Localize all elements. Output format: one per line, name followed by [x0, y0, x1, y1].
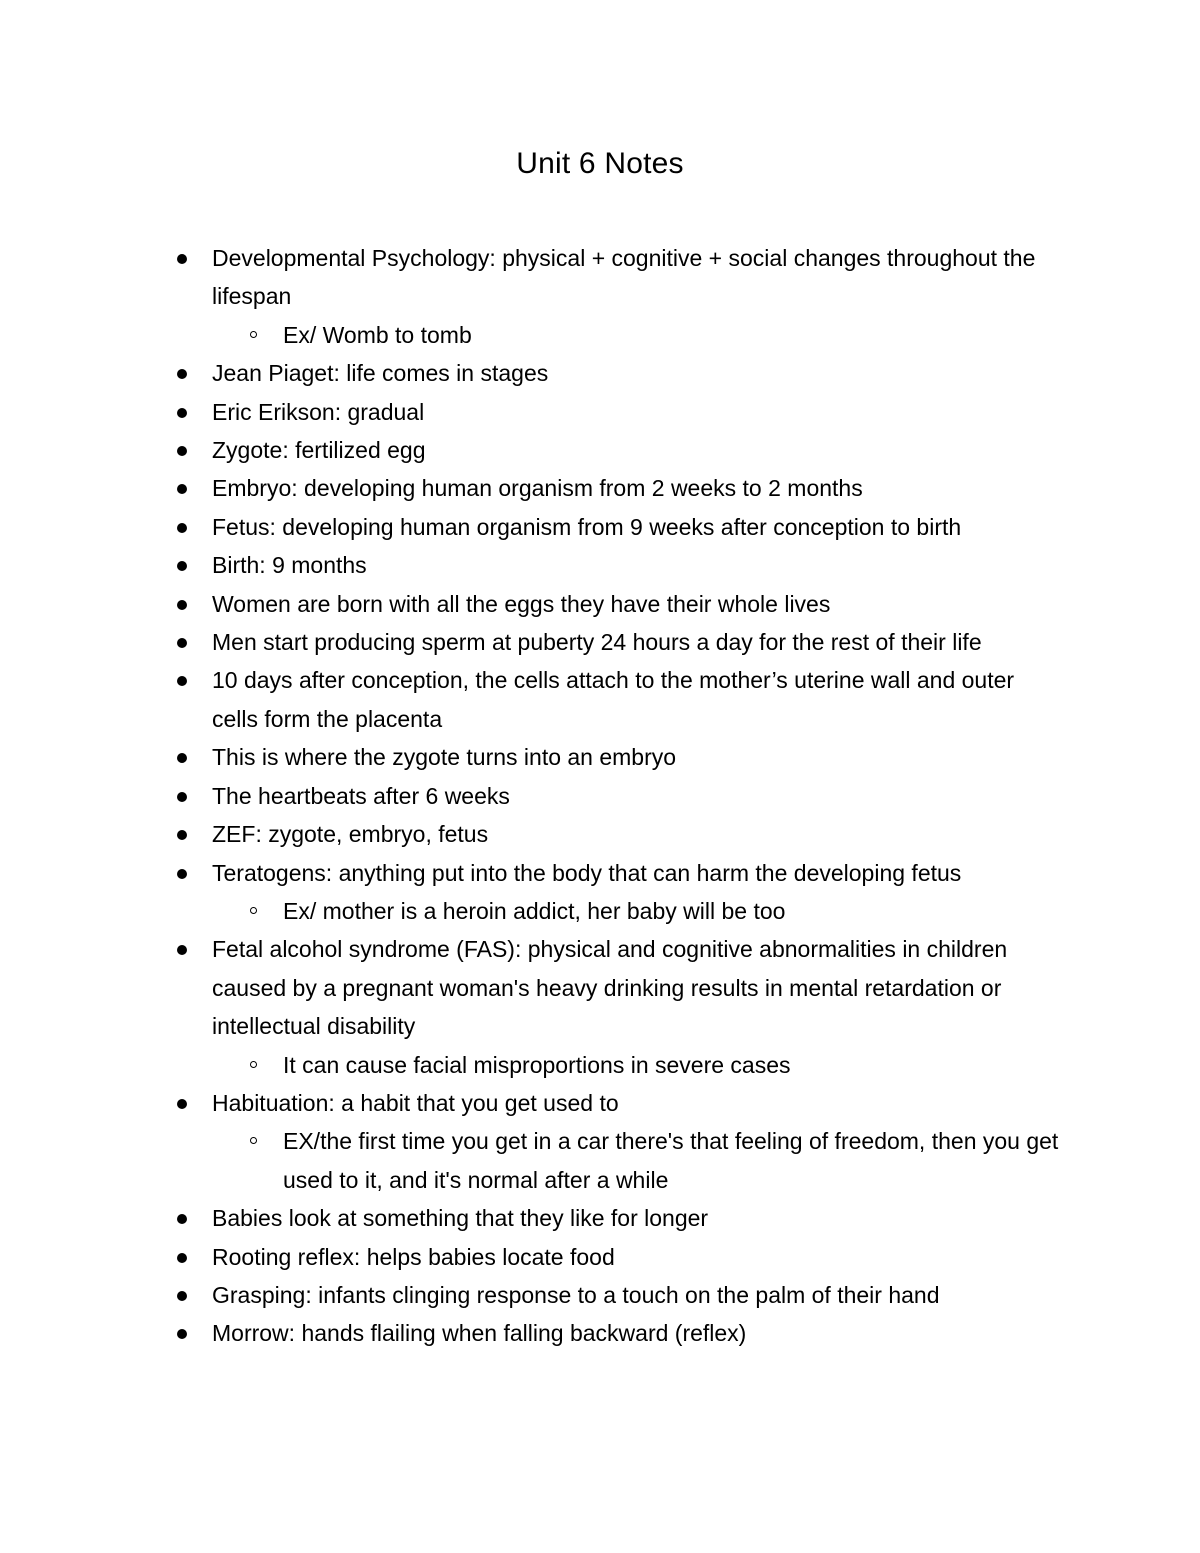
list-item	[0, 777, 1200, 815]
solid-bullet-icon	[177, 523, 187, 533]
solid-bullet-icon	[177, 1291, 187, 1301]
list-item-text: 10 days after conception, the cells attach to the mother’s uterine wall and outer cells form the placenta	[212, 667, 1015, 732]
list-item	[0, 508, 1200, 546]
list-item	[0, 585, 1200, 623]
solid-bullet-icon	[177, 753, 187, 763]
solid-bullet-icon	[177, 254, 187, 264]
solid-bullet-icon	[177, 830, 187, 840]
solid-bullet-icon	[177, 945, 187, 955]
solid-bullet-icon	[177, 561, 187, 571]
list-item-text: Jean Piaget: life comes in stages	[212, 360, 549, 387]
list-item	[0, 354, 1200, 392]
list-item	[0, 1199, 1200, 1237]
hollow-bullet-icon	[250, 1061, 257, 1068]
sub-list-item	[0, 1046, 1200, 1084]
list-item	[0, 930, 1200, 1045]
list-item-text: Zygote: fertilized egg	[212, 437, 426, 464]
list-item-text: Ex/ Womb to tomb	[283, 321, 472, 348]
list-item	[0, 431, 1200, 469]
solid-bullet-icon	[177, 600, 187, 610]
list-item-text: Fetus: developing human organism from 9 weeks after conception to birth	[212, 513, 962, 540]
list-item-text: Ex/ mother is a heroin addict, her baby will be too	[283, 897, 786, 924]
notes-list	[0, 239, 1200, 1353]
page-title: Unit 6 Notes	[516, 147, 684, 180]
list-item	[0, 546, 1200, 584]
solid-bullet-icon	[177, 1099, 187, 1109]
list-item-text: Developmental Psychology: physical + cognitive + social changes throughout the lifespan	[212, 245, 1036, 310]
sub-list-item	[0, 316, 1200, 354]
list-item	[0, 854, 1200, 892]
sub-list-item	[0, 892, 1200, 930]
list-item	[0, 239, 1200, 316]
solid-bullet-icon	[177, 369, 187, 379]
list-item-text: Women are born with all the eggs they have their whole lives	[212, 590, 831, 617]
solid-bullet-icon	[177, 1329, 187, 1339]
list-item-text: Men start producing sperm at puberty 24 hours a day for the rest of their life	[212, 629, 982, 656]
list-item	[0, 815, 1200, 853]
list-item-text: Grasping: infants clinging response to a touch on the palm of their hand	[212, 1281, 940, 1308]
list-item-text: Habituation: a habit that you get used to	[212, 1089, 619, 1116]
solid-bullet-icon	[177, 792, 187, 802]
list-item-text: Morrow: hands flailing when falling backward (reflex)	[212, 1320, 747, 1347]
list-item	[0, 1276, 1200, 1314]
hollow-bullet-icon	[250, 907, 257, 914]
list-item	[0, 1084, 1200, 1122]
solid-bullet-icon	[177, 1214, 187, 1224]
sub-list-item	[0, 1122, 1200, 1199]
solid-bullet-icon	[177, 676, 187, 686]
list-item-text: Eric Erikson: gradual	[212, 398, 425, 425]
list-item-text: This is where the zygote turns into an embryo	[212, 744, 677, 771]
list-item	[0, 623, 1200, 661]
list-item-text: EX/the first time you get in a car there's that feeling of freedom, then you get used to it, and it's normal after a while	[283, 1128, 1059, 1193]
list-item-text: Birth: 9 months	[212, 552, 367, 579]
hollow-bullet-icon	[250, 1137, 257, 1144]
list-item	[0, 1238, 1200, 1276]
solid-bullet-icon	[177, 446, 187, 456]
solid-bullet-icon	[177, 408, 187, 418]
list-item-text: Fetal alcohol syndrome (FAS): physical and cognitive abnormalities in children caused by a pregnant woman's heavy drinking results in mental retardation or intellectual disability	[212, 936, 1008, 1040]
list-item	[0, 1314, 1200, 1352]
solid-bullet-icon	[177, 484, 187, 494]
solid-bullet-icon	[177, 638, 187, 648]
list-item-text: Embryo: developing human organism from 2 weeks to 2 months	[212, 475, 863, 502]
list-item-text: ZEF: zygote, embryo, fetus	[212, 821, 489, 848]
list-item	[0, 469, 1200, 507]
list-item-text: Rooting reflex: helps babies locate food	[212, 1243, 615, 1270]
solid-bullet-icon	[177, 1253, 187, 1263]
list-item-text: Teratogens: anything put into the body that can harm the developing fetus	[212, 859, 962, 886]
list-item	[0, 393, 1200, 431]
list-item-text: It can cause facial misproportions in severe cases	[283, 1051, 791, 1078]
list-item	[0, 738, 1200, 776]
list-item-text: The heartbeats after 6 weeks	[212, 782, 510, 809]
list-item	[0, 661, 1200, 738]
list-item-text: Babies look at something that they like for longer	[212, 1205, 709, 1232]
solid-bullet-icon	[177, 869, 187, 879]
hollow-bullet-icon	[250, 331, 257, 338]
